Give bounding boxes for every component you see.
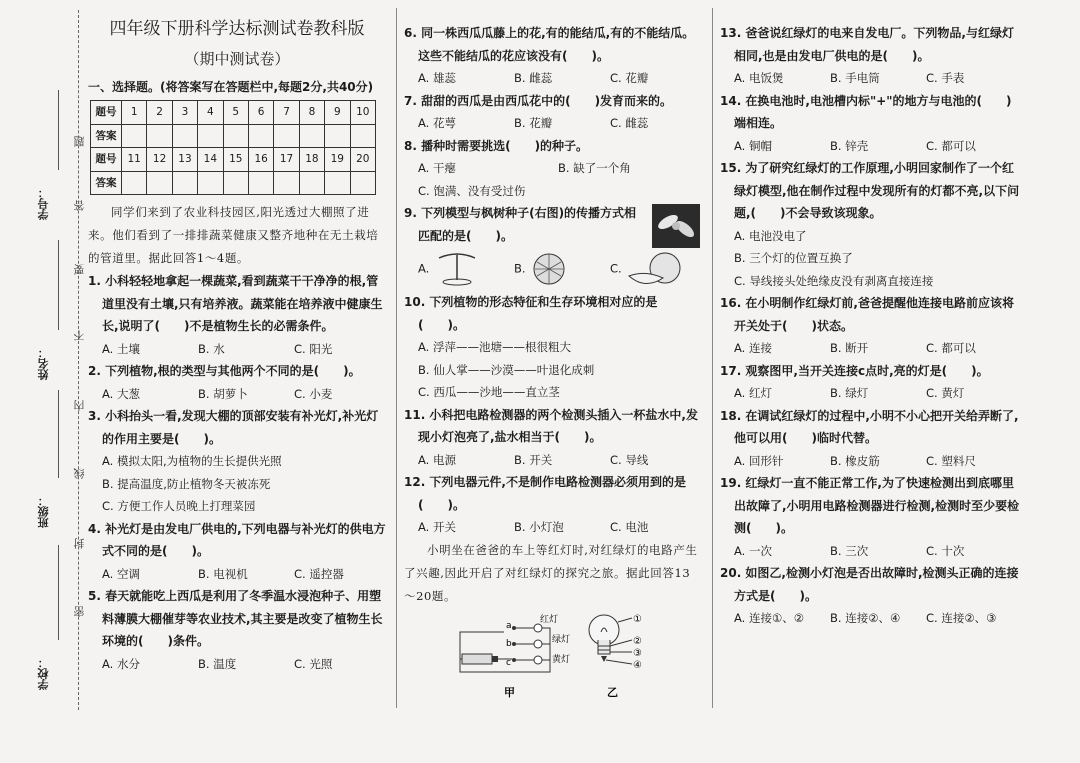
binding-margin [0, 0, 86, 763]
table-header-cell: 题号 [91, 101, 122, 125]
option: A. 回形针 [734, 453, 784, 468]
option: C. 黄灯 [926, 386, 965, 400]
question-number-cell: 18 [299, 148, 324, 172]
question-1: 1. 小科轻轻地拿起一棵蔬菜,看到蔬菜干干净净的根,管道里没有土壤,只有培养液。蔬菜能在培养液中健康生长,说明了( )不是植物生长的必需条件。 [88, 274, 383, 333]
column-1 [88, 19, 386, 675]
option: C. 光照 [294, 656, 333, 671]
question-5: 5. 春天就能吃上西瓜是利用了冬季温水浸泡种子、用塑料薄膜大棚催芽等农业技术,其主要是改变了植物生长环境的( )条件。 [88, 589, 383, 648]
fold-char: 不 [73, 330, 86, 341]
option: C. 手表 [926, 71, 965, 85]
question-9-block [404, 202, 702, 291]
question-number-cell: 2 [147, 101, 172, 125]
column-2 [404, 22, 702, 700]
options-20 [720, 607, 1020, 630]
answer-cell[interactable] [223, 171, 248, 195]
option: B. 三次 [830, 543, 869, 558]
option: C. 雌蕊 [610, 116, 649, 130]
option: C. 导线接头处绝缘皮没有剥离直接连接 [734, 273, 934, 288]
yellow-lamp-icon [534, 656, 542, 664]
student-id-line [58, 90, 59, 170]
options-17 [720, 382, 1020, 405]
answer-cell[interactable] [147, 171, 172, 195]
question-19: 19. 红绿灯一直不能正常工作,为了快速检测出到底哪里出故障了,小明用电路检测器进行检测,检测时至少要检测( )。 [720, 476, 1020, 535]
parachute-model-icon [433, 252, 481, 286]
option: C. 都可以 [926, 341, 976, 355]
option: A. 浮萍——池塘——根很粗大 [418, 340, 571, 354]
option: A. 铜帽 [734, 138, 772, 153]
question-number-cell: 4 [198, 101, 223, 125]
figure-jia [460, 613, 570, 699]
fold-char: 封 [73, 538, 86, 549]
options-7 [404, 112, 702, 135]
options-4 [88, 563, 386, 586]
answer-cell[interactable] [248, 171, 273, 195]
question-number-cell: 16 [248, 148, 273, 172]
name-label: 姓名： [37, 347, 50, 380]
red-lamp-label: 红灯 [540, 614, 559, 625]
answer-cell[interactable] [147, 124, 172, 148]
answer-cell[interactable] [350, 171, 375, 195]
options-2 [88, 383, 386, 406]
figure-yi-label: 乙 [607, 685, 618, 699]
option: A. 开关 [418, 520, 456, 534]
green-lamp-icon [534, 640, 542, 648]
question-20: 20. 如图乙,检测小灯泡是否出故障时,检测头正确的连接方式是( )。 [720, 566, 1019, 603]
question-number-cell: 19 [325, 148, 350, 172]
question-3: 3. 小科抬头一看,发现大棚的顶部安装有补光灯,补光灯的作用主要是( )。 [88, 409, 379, 446]
question-14: 14. 在换电池时,电池槽内标"+"的地方与电池的( )端相连。 [720, 93, 1012, 130]
option: A. 水分 [102, 656, 140, 671]
answer-cell[interactable] [325, 124, 350, 148]
options-16 [720, 337, 1020, 360]
question-6: 6. 同一株西瓜瓜藤上的花,有的能结瓜,有的不能结瓜。这些不能结瓜的花应该没有( )。 [404, 26, 695, 63]
answer-cell[interactable] [274, 124, 299, 148]
option: A. 干瘪 [418, 161, 456, 175]
option: A. 电池没电了 [734, 228, 807, 243]
column-divider [712, 8, 713, 708]
yellow-lamp-label: 黄灯 [552, 654, 571, 665]
question-number-cell: 15 [223, 148, 248, 172]
option: C. 电池 [610, 520, 649, 534]
option: C. 方便工作人员晚上打理菜园 [102, 499, 256, 513]
question-number-cell: 13 [172, 148, 197, 172]
option: B. 小灯泡 [514, 520, 564, 534]
option: C. 西瓜——沙地——直立茎 [418, 385, 560, 399]
column-divider [396, 8, 397, 708]
fold-line [78, 10, 79, 710]
question-number-cell: 12 [147, 148, 172, 172]
option: B. 手电筒 [830, 71, 880, 85]
option: A. 连接①、② [734, 611, 805, 625]
switch-point-c: c [506, 657, 511, 668]
question-number-cell: 11 [122, 148, 147, 172]
answer-cell[interactable] [198, 124, 223, 148]
coconut-model-icon [625, 250, 685, 288]
question-10: 10. 下列植物的形态特征和生存环境相对应的是( )。 [404, 295, 658, 332]
options-12 [404, 516, 702, 539]
option: B. 锌壳 [830, 138, 869, 153]
option: C. 十次 [926, 543, 965, 558]
question-number-cell: 17 [274, 148, 299, 172]
answer-table [90, 100, 376, 195]
answer-cell[interactable] [223, 124, 248, 148]
green-lamp-label: 绿灯 [552, 634, 571, 645]
question-7: 7. 甜甜的西瓜是由西瓜花中的( )发育而来的。 [404, 93, 673, 108]
option-label: A. [418, 261, 430, 276]
option: B. 缺了一个角 [558, 161, 631, 175]
option: B. 仙人掌——沙漠——叶退化成刺 [418, 362, 595, 377]
options-9 [404, 247, 702, 291]
option: A. 雄蕊 [418, 71, 456, 85]
answer-cell[interactable] [350, 124, 375, 148]
option: C. 小麦 [294, 386, 333, 401]
option: A. 空调 [102, 566, 140, 581]
answer-cell[interactable] [274, 171, 299, 195]
option: A. 连接 [734, 341, 772, 355]
fold-char: 密 [73, 606, 86, 617]
answer-cell[interactable] [122, 124, 147, 148]
option: B. 胡萝卜 [198, 386, 248, 401]
option: C. 连接②、③ [926, 611, 997, 625]
maple-seed-photo [652, 204, 700, 248]
option: B. 提高温度,防止植物冬天被冻死 [102, 476, 271, 491]
reading-passage: 小明坐在爸爸的车上等红灯时,对红绿灯的电路产生了兴趣,因此开启了对红绿灯的探究之旅。据此回答13～20题。 [404, 542, 698, 603]
option: A. 红灯 [734, 386, 772, 400]
answer-cell[interactable] [299, 171, 324, 195]
option-label: B. [514, 261, 526, 276]
question-12: 12. 下列电器元件,不是制作电路检测器必须用到的是( )。 [404, 475, 686, 512]
option: C. 饱满、没有受过伤 [418, 183, 526, 198]
bulb-point-2: ② [633, 635, 642, 647]
option: A. 电源 [418, 452, 456, 467]
bulb-point-3: ③ [633, 647, 642, 659]
red-lamp-icon [534, 624, 542, 632]
question-8: 8. 播种时需要挑选( )的种子。 [404, 138, 589, 153]
column-3 [720, 22, 1020, 630]
option: C. 花瓣 [610, 71, 649, 85]
answer-cell[interactable] [122, 171, 147, 195]
question-11: 11. 小科把电路检测器的两个检测头插入一杯盐水中,发现小灯泡亮了,盐水相当于( )。 [404, 407, 698, 444]
answer-cell[interactable] [198, 171, 223, 195]
question-number-cell: 9 [325, 101, 350, 125]
option: B. 水 [198, 341, 225, 356]
question-17: 17. 观察图甲,当开关连接c点时,亮的灯是( )。 [720, 363, 989, 378]
options-5 [88, 653, 386, 676]
options-11 [404, 449, 702, 472]
exam-subtitle: （期中测试卷） [184, 50, 290, 68]
fold-char: 答 [73, 200, 86, 211]
figure-jia-label: 甲 [504, 685, 515, 699]
question-number-cell: 20 [350, 148, 375, 172]
option: A. 花萼 [418, 116, 456, 130]
bulb-point-1: ① [633, 613, 642, 625]
option: B. 雌蕊 [514, 71, 553, 85]
option: A. 大葱 [102, 386, 140, 401]
name-line [58, 240, 59, 330]
figure-yi [589, 614, 642, 699]
student-id-label: 学号： [37, 187, 50, 220]
reading-passage: 同学们来到了农业科技园区,阳光透过大棚照了进来。他们看到了一排排蔬菜健康又整齐地种在无土栽培的管道里。据此回答1～4题。 [88, 205, 379, 265]
answer-cell[interactable] [325, 171, 350, 195]
class-line [58, 390, 59, 478]
answer-cell[interactable] [248, 124, 273, 148]
question-number-cell: 3 [172, 101, 197, 125]
question-15: 15. 为了研究红绿灯的工作原理,小明回家制作了一个红绿灯模型,他在制作过程中发现所有的灯都不亮,以下问题,( )不会导致该现象。 [720, 161, 1020, 220]
option: C. 塑料尺 [926, 453, 976, 468]
table-header-cell: 题号 [91, 148, 122, 172]
question-number-cell: 1 [122, 101, 147, 125]
option-b [514, 250, 610, 288]
option: B. 电视机 [198, 566, 248, 581]
option-a [418, 252, 514, 286]
option-label: C. [610, 261, 622, 276]
option: B. 花瓣 [514, 116, 553, 130]
options-19 [720, 540, 1020, 563]
option: B. 开关 [514, 452, 553, 467]
option: C. 阳光 [294, 341, 333, 356]
question-18: 18. 在调试红绿灯的过程中,小明不小心把开关给弄断了,他可以用( )临时代替。 [720, 408, 1019, 445]
option: B. 绿灯 [830, 386, 869, 400]
option: A. 模拟太阳,为植物的生长提供光照 [102, 454, 282, 468]
class-label: 班级： [37, 495, 50, 528]
question-number-cell: 5 [223, 101, 248, 125]
answer-cell[interactable] [172, 171, 197, 195]
question-number-cell: 7 [274, 101, 299, 125]
option: A. 电饭煲 [734, 71, 784, 85]
option: C. 都可以 [926, 138, 976, 153]
section-heading: 一、选择题。(将答案写在答题栏中,每题2分,共40分) [88, 80, 374, 94]
question-2: 2. 下列植物,根的类型与其他两个不同的是( )。 [88, 364, 361, 378]
options-1 [88, 338, 386, 361]
question-13: 13. 爸爸说红绿灯的电来自发电厂。下列物品,与红绿灯相同,也是由发电厂供电的是( )。 [720, 26, 1014, 63]
bulb-point-4: ④ [633, 659, 642, 671]
option: B. 橡皮筋 [830, 453, 880, 468]
table-header-cell: 答案 [91, 171, 122, 195]
table-header-cell: 答案 [91, 124, 122, 148]
option: B. 断开 [830, 341, 869, 355]
option: C. 导线 [610, 452, 649, 467]
answer-cell[interactable] [299, 124, 324, 148]
option: B. 三个灯的位置互换了 [734, 251, 853, 265]
options-14 [720, 135, 1020, 158]
question-number-cell: 14 [198, 148, 223, 172]
burr-ball-model-icon [529, 250, 569, 288]
school-line [58, 545, 59, 640]
options-18 [720, 450, 1020, 473]
question-16: 16. 在小明制作红绿灯前,爸爸提醒他连接电路前应该将开关处于( )状态。 [720, 296, 1014, 333]
question-9: 9. 下列模型与枫树种子(右图)的传播方式相匹配的是( )。 [404, 206, 637, 243]
fold-char: 内 [73, 400, 86, 411]
question-number-cell: 6 [248, 101, 273, 125]
question-4: 4. 补光灯是由发电厂供电的,下列电器与补光灯的供电方式不同的是( )。 [88, 521, 386, 558]
options-8 [404, 157, 702, 180]
fold-char: 要 [73, 264, 86, 275]
option: A. 土壤 [102, 341, 140, 356]
school-label: 学校： [37, 657, 50, 690]
switch-point-b: b [506, 638, 512, 649]
question-number-cell: 10 [350, 101, 375, 125]
circuit-figure [404, 610, 702, 700]
option: C. 遥控器 [294, 566, 344, 581]
options-6 [404, 67, 702, 90]
option: B. 温度 [198, 656, 237, 671]
option-c [610, 250, 706, 288]
answer-cell[interactable] [172, 124, 197, 148]
options-13 [720, 67, 1020, 90]
question-number-cell: 8 [299, 101, 324, 125]
option: B. 连接②、④ [830, 611, 901, 625]
switch-point-a: a [506, 620, 512, 631]
fold-char: 题 [73, 136, 86, 147]
option: A. 一次 [734, 543, 772, 558]
exam-title: 四年级下册科学达标测试卷教科版 [109, 19, 365, 39]
fold-char: 线 [73, 468, 86, 479]
